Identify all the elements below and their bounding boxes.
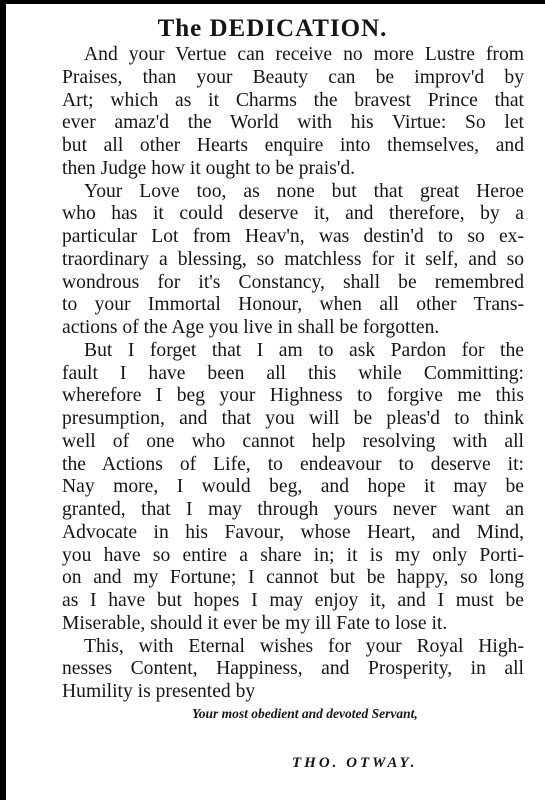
text-line: Art; which as it Charms the bravest Prince that	[62, 89, 524, 111]
text-line: then Judge how it ought to be prais'd.	[62, 157, 356, 179]
scan-border-top	[0, 0, 545, 4]
text-line: traordinary a blessing, so matchless for it self, and so	[62, 248, 524, 270]
dedication-body	[62, 44, 524, 704]
scan-border-left	[0, 0, 6, 800]
text-line: And your Vertue can receive no more Lustre from	[84, 44, 524, 65]
text-line: ever amaz'd the World with his Virtue: So let	[62, 112, 524, 134]
text-line: Advocate in his Favour, whose Heart, and Mind,	[62, 521, 524, 543]
text-line: wherefore I beg your Highness to forgive me this	[62, 385, 524, 407]
text-line: Praises, than your Beauty can be improv'd by	[62, 66, 524, 88]
text-line: granted, that I may through yours never want an	[62, 499, 524, 520]
text-line: as I have but hopes I may enjoy it, and I must be	[62, 590, 524, 611]
text-line: the Actions of Life, to endeavour to deserve it:	[62, 453, 524, 475]
text-line: fault I have been all this while Committing:	[62, 362, 524, 384]
text-line: This, with Eternal wishes for your Royal High-	[84, 635, 524, 657]
text-line: presumption, and that you will be pleas'd to think	[62, 408, 524, 429]
text-line: Miserable, should it ever be my ill Fate to lose it.	[62, 612, 448, 634]
text-line: well of one who cannot help resolving with all	[62, 430, 524, 452]
text-line: Humility is presented by	[62, 681, 256, 702]
text-line: on and my Fortune; I cannot but be happy, so long	[62, 567, 524, 589]
text-line: But I forget that I am to ask Pardon for the	[84, 339, 524, 361]
text-line: you have so entire a share in; it is my only Porti-	[62, 544, 524, 566]
text-line: who has it could deserve it, and therefore, by a	[62, 203, 524, 225]
page-title: The DEDICATION.	[157, 15, 388, 42]
text-line: actions of the Age you live in shall be forgotten.	[62, 317, 440, 338]
text-line: nesses Content, Happiness, and Prosperity, in all	[62, 658, 524, 680]
text-line: Your Love too, as none but that great Heroe	[84, 180, 524, 202]
text-line: Nay more, I would beg, and hope it may be	[62, 476, 524, 498]
text-line: but all other Hearts enquire into themselves, and	[62, 135, 524, 156]
text-line: to your Immortal Honour, when all other Trans-	[62, 294, 524, 316]
author-signature: THO. OTWAY.	[292, 755, 418, 771]
text-line: particular Lot from Heav'n, was destin'd to so ex-	[62, 226, 524, 247]
text-line: wondrous for it's Constancy, shall be remembred	[62, 271, 524, 293]
closing-salutation: Your most obedient and devoted Servant,	[192, 706, 418, 721]
